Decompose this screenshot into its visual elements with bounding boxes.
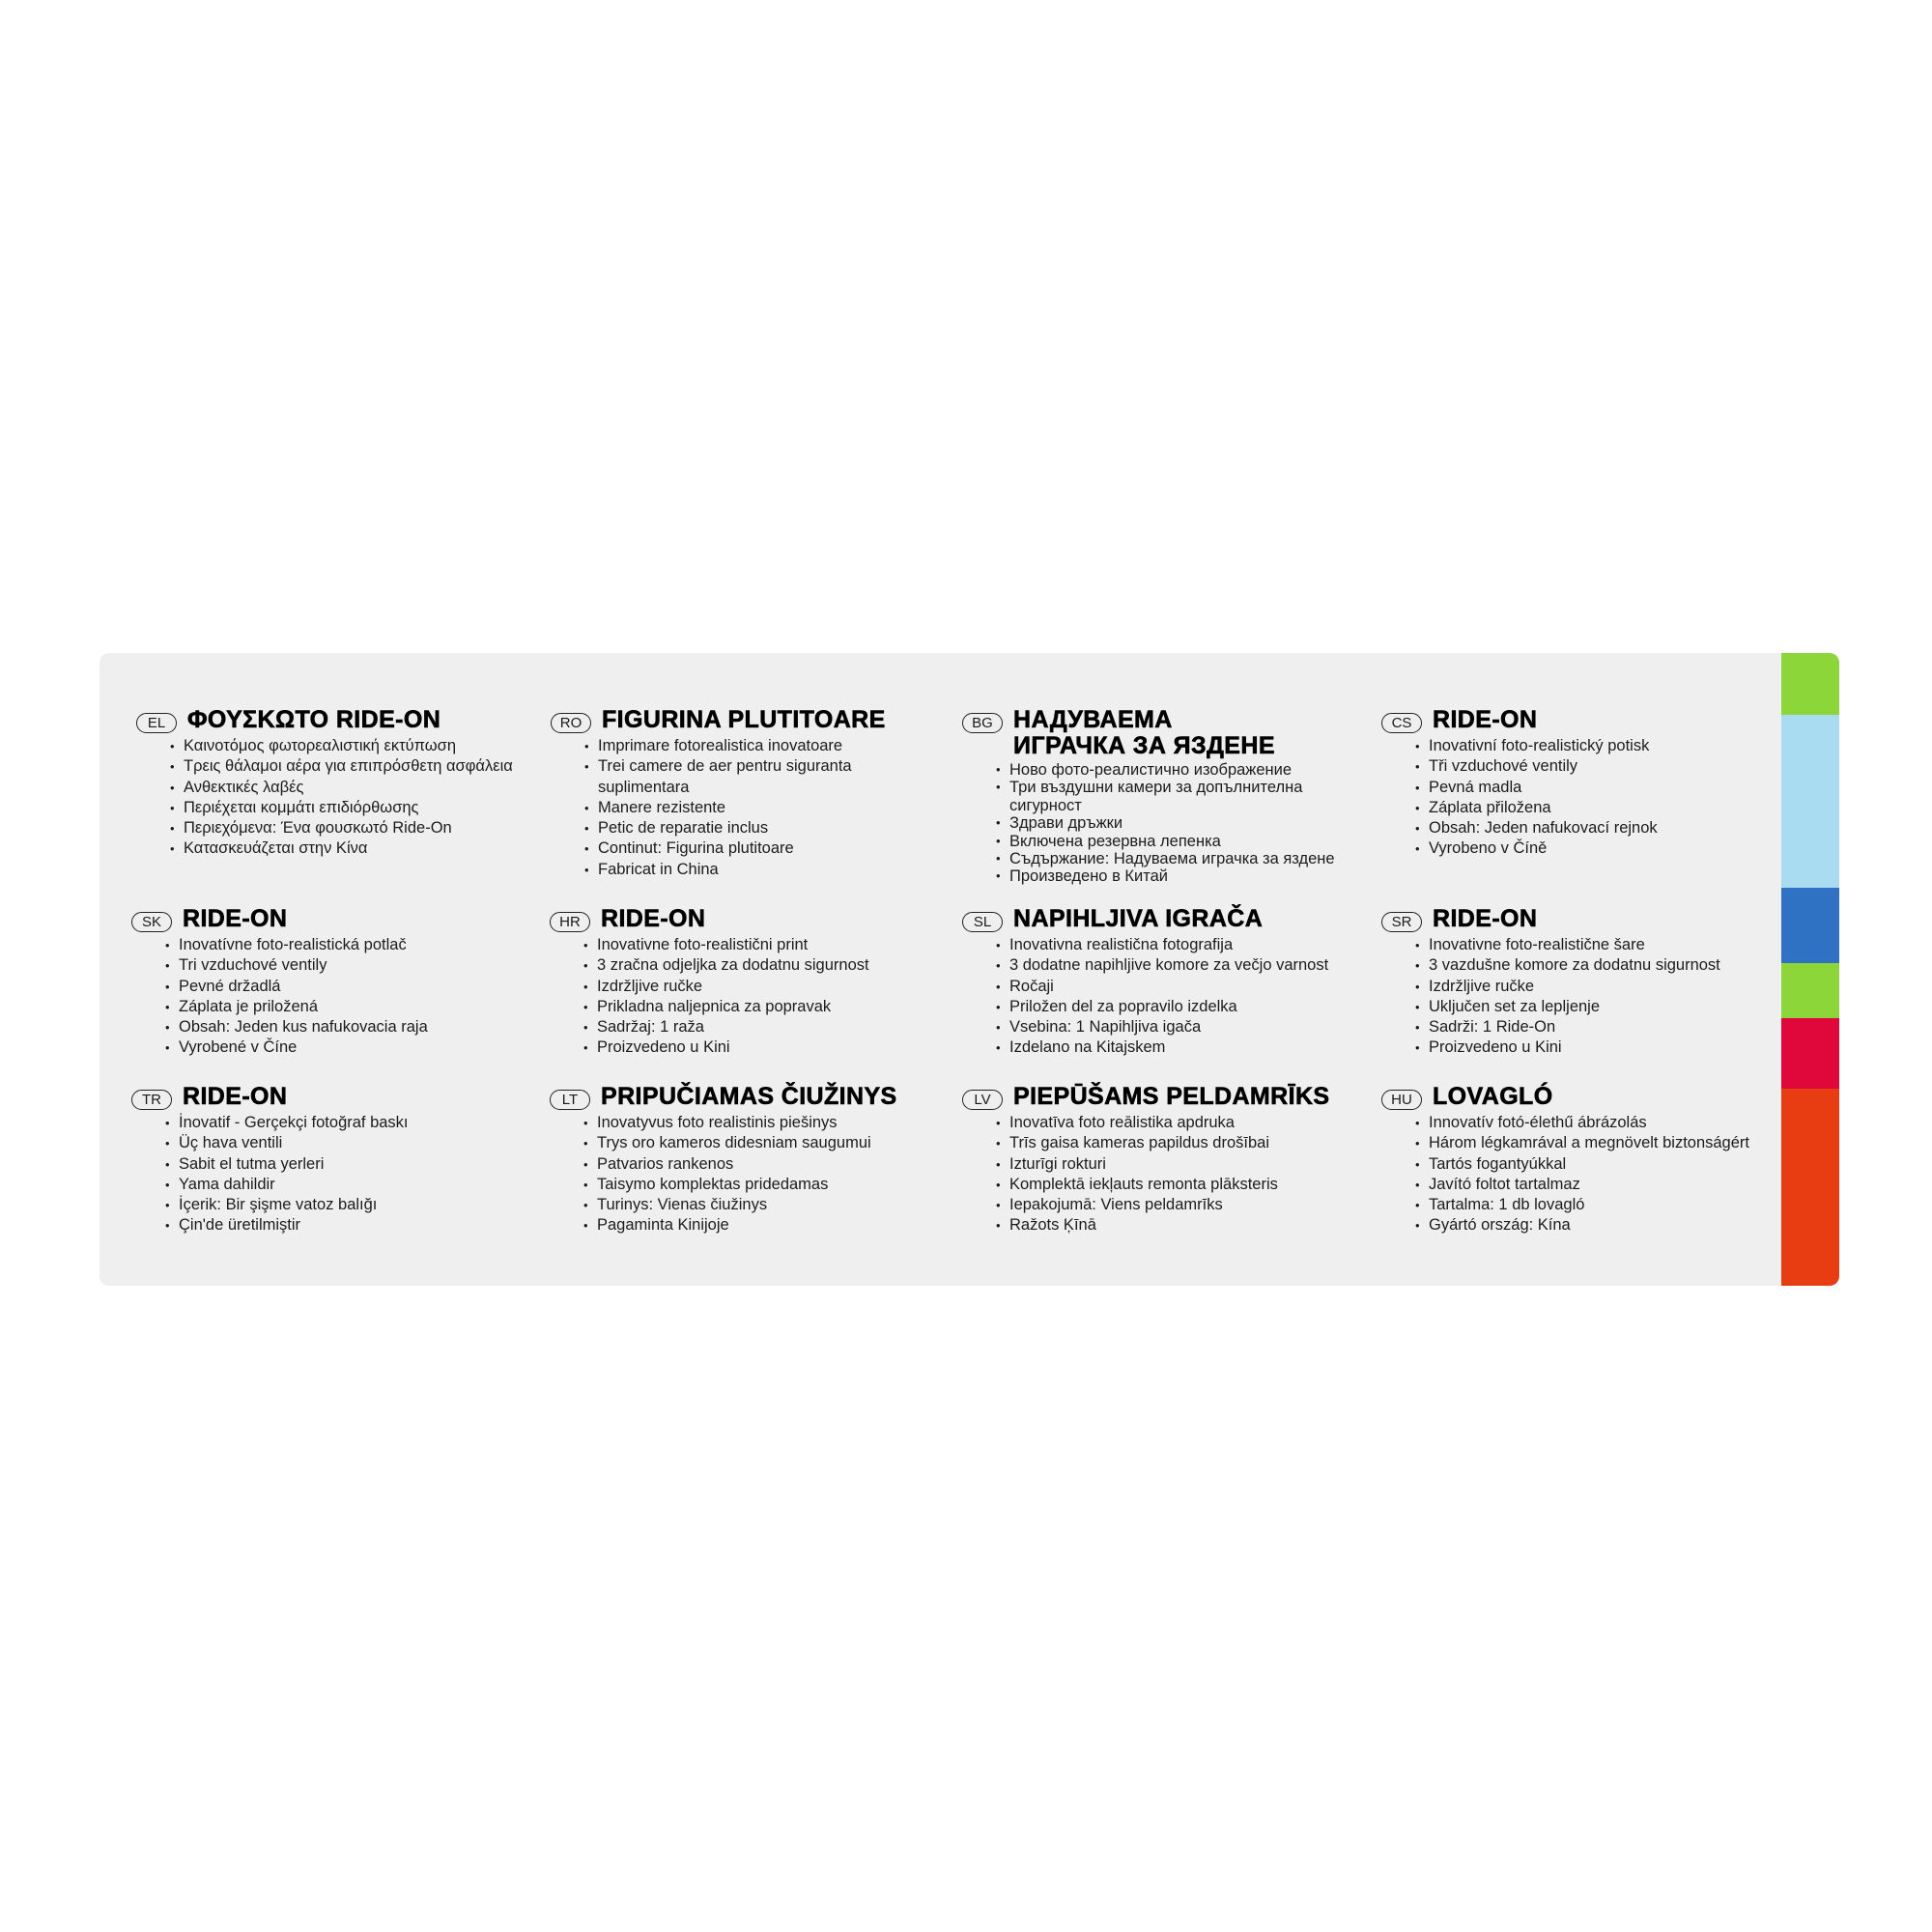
section-title: ΦΟΥΣΚΩΤΟ RIDE-ON [187,706,441,733]
list-item: • Gyártó ország: Kína [1415,1215,1787,1236]
section-lt [550,1084,955,1236]
list-item: • Καινοτόμος φωτορεαλιστική εκτύπωση [170,736,542,756]
list-item: • Iepakojumā: Viens peldamrīks [996,1195,1368,1215]
list-item: • Petic de reparatie inclus [584,818,956,838]
feature-list [550,935,955,1059]
feature-list [962,761,1368,886]
list-item: • Taisymo komplektas pridedamas [583,1175,955,1195]
section-title: RIDE-ON [183,1083,288,1110]
list-item: • Vsebina: 1 Napihljiva igača [996,1017,1368,1037]
list-item: • 3 dodatne napihljive komore za večjo varnost [996,955,1368,976]
list-item: • Ročaji [996,977,1368,997]
list-item: • 3 vazdušne komore za dodatnu sigurnost [1415,955,1787,976]
list-item: • Ανθεκτικές λαβές [170,778,542,798]
list-item: • Vyrobené v Číne [165,1037,537,1058]
language-code-badge: CS [1381,713,1422,733]
language-code-badge: LV [962,1090,1003,1110]
color-stripe [1781,963,1839,1018]
list-item: • Inovatīva foto reālistika apdruka [996,1113,1368,1133]
list-item: • Obsah: Jeden kus nafukovacia raja [165,1017,537,1037]
list-item: • İnovatif - Gerçekçi fotoğraf baskı [165,1113,537,1133]
list-item: • Sadrži: 1 Ride-On [1415,1017,1787,1037]
language-code-badge: SL [962,912,1003,932]
list-item: • İçerik: Bir şişme vatoz balığı [165,1195,537,1215]
color-stripe [1781,1018,1839,1089]
list-item: • Manere rezistente [584,798,956,818]
section-title-line-2: ИГРАЧКА ЗА ЯЗДЕНЕ [1013,732,1275,759]
section-sr [1381,906,1787,1059]
section-title: NAPIHLJIVA IGRAČA [1013,905,1264,932]
list-item: • Произведено в Китай [996,867,1368,885]
list-item: • Proizvedeno u Kini [583,1037,955,1058]
list-item: • Izdržljive ručke [583,977,955,997]
list-item-continuation: suplimentara [598,778,690,796]
section-title: FIGURINA PLUTITOARE [602,706,886,733]
feature-list [1381,1113,1787,1236]
list-item: • Záplata přiložena [1415,798,1787,818]
section-tr [131,1084,537,1236]
language-code-badge: EL [136,713,177,733]
list-item: • Fabricat in China [584,860,956,880]
list-item: • Obsah: Jeden nafukovací rejnok [1415,818,1787,838]
list-item: • Pevné držadlá [165,977,537,997]
list-item: • Pevná madla [1415,778,1787,798]
feature-list [136,736,542,860]
list-item: • Imprimare fotorealistica inovatoare [584,736,956,756]
list-item: • Izdelano na Kitajskem [996,1037,1368,1058]
feature-list [962,935,1368,1059]
list-item: • Tři vzduchové ventily [1415,756,1787,777]
section-title: PIEPŪŠAMS PELDAMRĪKS [1013,1083,1330,1110]
section-title: LOVAGLÓ [1433,1083,1553,1110]
section-cs [1381,707,1787,860]
feature-list [1381,736,1787,860]
list-item: • Záplata je priložená [165,997,537,1017]
list-item: • Három légkamrával a megnövelt biztonságért [1415,1133,1787,1153]
list-item: • Üç hava ventili [165,1133,537,1153]
list-item: • Tri vzduchové ventily [165,955,537,976]
language-code-badge: SR [1381,912,1422,932]
feature-list [550,1113,955,1236]
section-hu [1381,1084,1787,1236]
list-item: • Turinys: Vienas čiužinys [583,1195,955,1215]
list-item: • Trys oro kameros didesniam saugumui [583,1133,955,1153]
list-item: • Inovativne foto-realistični print [583,935,955,955]
feature-list [962,1113,1368,1236]
section-title: RIDE-ON [601,905,706,932]
list-item: • Включена резервна лепенка [996,833,1368,850]
section-ro [551,707,956,880]
section-bg [962,707,1368,886]
label-panel [99,653,1839,1286]
list-item: • Pagaminta Kinijoje [583,1215,955,1236]
list-item: • Patvarios rankenos [583,1154,955,1175]
section-lv [962,1084,1368,1236]
feature-list [1381,935,1787,1059]
list-item: • Komplektā iekļauts remonta plāksteris [996,1175,1368,1195]
list-item: • Три въздушни камери за допълнителна [996,779,1368,796]
list-item: • Tartalma: 1 db lovagló [1415,1195,1787,1215]
color-stripes [1781,653,1839,1286]
list-item: • Vyrobeno v Číně [1415,838,1787,859]
list-item: • Izturīgi rokturi [996,1154,1368,1175]
section-title: RIDE-ON [1433,706,1538,733]
list-item: • Περιεχόμενα: Ένα φουσκωτό Ride-On [170,818,542,838]
language-code-badge: SK [131,912,172,932]
list-item: • Κατασκευάζεται στην Κίνα [170,838,542,859]
list-item: • Innovatív fotó-élethű ábrázolás [1415,1113,1787,1133]
list-item: • Trei camere de aer pentru siguranta [584,756,956,777]
color-stripe [1781,802,1839,888]
section-title: RIDE-ON [1433,905,1538,932]
color-stripe [1781,715,1839,802]
list-item: • Javító foltot tartalmaz [1415,1175,1787,1195]
color-stripe [1781,1089,1839,1286]
list-item: • Sabit el tutma yerleri [165,1154,537,1175]
section-el [136,707,542,860]
section-title: PRIPUČIAMAS ČIUŽINYS [601,1083,897,1110]
section-sl [962,906,1368,1059]
language-code-badge: HR [550,912,590,932]
list-item: • Здрави дръжки [996,814,1368,832]
list-item: • 3 zračna odjeljka za dodatnu sigurnost [583,955,955,976]
section-hr [550,906,955,1059]
list-item: • Τρεις θάλαμοι αέρα για επιπρόσθετη ασφάλεια [170,756,542,777]
language-code-badge: HU [1381,1090,1422,1110]
section-title [1013,707,1275,759]
feature-list [131,935,537,1059]
list-item: • Inovativna realistična fotografija [996,935,1368,955]
list-item: • Inovativne foto-realistične šare [1415,935,1787,955]
list-item: • Proizvedeno u Kini [1415,1037,1787,1058]
list-item: • Sadržaj: 1 raža [583,1017,955,1037]
language-code-badge: LT [550,1090,590,1110]
list-item: • Izdržljive ručke [1415,977,1787,997]
list-item: • Inovativní foto-realistický potisk [1415,736,1787,756]
list-item: • Yama dahildir [165,1175,537,1195]
list-item: • Ražots Ķīnā [996,1215,1368,1236]
list-item: • Priložen del za popravilo izdelka [996,997,1368,1017]
list-item: • Περιέχεται κομμάτι επιδιόρθωσης [170,798,542,818]
section-title-line-1: НАДУВАЕМА [1013,706,1173,733]
feature-list [131,1113,537,1236]
list-item: • Prikladna naljepnica za popravak [583,997,955,1017]
list-item: • Continut: Figurina plutitoare [584,838,956,859]
feature-list [551,736,956,880]
color-stripe [1781,653,1839,715]
section-title: RIDE-ON [183,905,288,932]
list-item: • Съдържание: Надуваема играчка за яздене [996,850,1368,867]
list-item: • Trīs gaisa kameras papildus drošībai [996,1133,1368,1153]
list-item: • Inovatívne foto-realistická potlač [165,935,537,955]
list-item-continuation: сигурност [1009,796,1082,814]
color-stripe [1781,888,1839,963]
list-item: • Tartós fogantyúkkal [1415,1154,1787,1175]
language-code-badge: RO [551,713,591,733]
list-item: • Inovatyvus foto realistinis piešinys [583,1113,955,1133]
list-item: • Çin'de üretilmiştir [165,1215,537,1236]
language-code-badge: TR [131,1090,172,1110]
language-code-badge: BG [962,713,1003,733]
list-item: • Uključen set za lepljenje [1415,997,1787,1017]
section-sk [131,906,537,1059]
list-item: • Ново фото-реалистично изображение [996,761,1368,779]
